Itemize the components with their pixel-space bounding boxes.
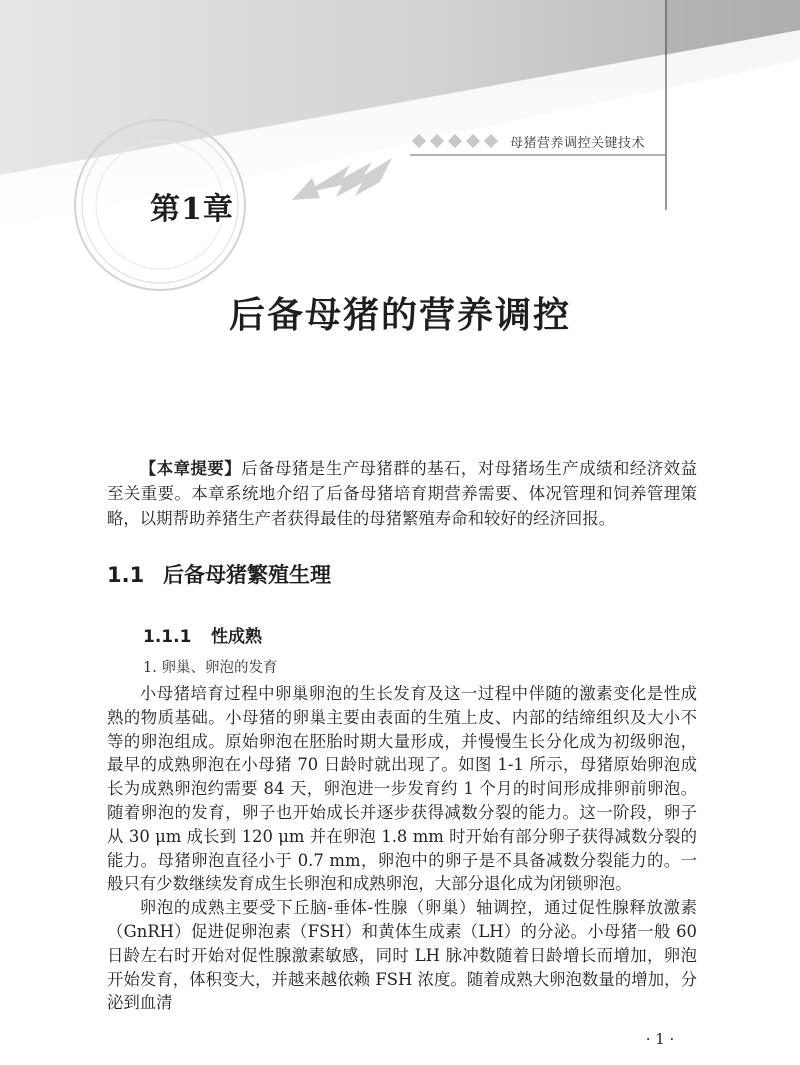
body-text	[107, 682, 697, 1015]
paragraph: 卵泡的成熟主要受下丘脑-垂体-性腺（卵巢）轴调控，通过促性腺释放激素（GnRH）促进促卵泡素（FSH）和黄体生成素（LH）的分泌。小母猪一般 60 日龄左右时开始对促性腺激素敏感，同时 LH 脉冲数随着日龄增长而增加，卵泡开始发育，体积变大，并越来越依赖 FSH 浓度。随着成熟大卵泡数量的增加，分泌到血清	[107, 898, 697, 1013]
subsection-heading	[143, 622, 262, 647]
chapter-abstract	[107, 456, 697, 531]
abstract-label: 【本章提要】	[139, 459, 242, 478]
page-number: · 1 ·	[645, 1030, 675, 1048]
subsection-number: 1.1.1	[143, 627, 192, 647]
subsection-title: 性成熟	[211, 627, 262, 647]
running-header: 母猪营养调控关键技术	[510, 136, 646, 151]
section-heading	[107, 559, 331, 589]
subsubsection-heading: 1. 卵巢、卵泡的发育	[143, 660, 278, 676]
abstract-text: 后备母猪是生产母猪群的基石，对母猪场生产成绩和经济效益至关重要。本章系统地介绍了后备母猪培育期营养需要、体况管理和饲养管理策略，以期帮助养猪生产者获得最佳的母猪繁殖寿命和较好的经济回报。	[107, 459, 698, 528]
chapter-number: 第1章	[150, 192, 234, 227]
section-title: 后备母猪繁殖生理	[163, 563, 331, 587]
paragraph: 小母猪培育过程中卵巢卵泡的生长发育及这一过程中伴随的激素变化是性成熟的物质基础。小母猪的卵巢主要由表面的生殖上皮、内部的结缔组织及大小不等的卵泡组成。原始卵泡在胚胎时期大量形成，并慢慢生长分化成为初级卵泡，最早的成熟卵泡在小母猪 70 日龄时就出现了。如图 1-1 所示，母猪原始卵泡成长为成熟卵泡约需要 84 天，卵泡进一步发育约 1 个月的时间形成排卵前卵泡。随着卵泡的发育，卵子也开始成长并逐步获得减数分裂的能力。这一阶段，卵子从 30 μm 成长到 120 μm 并在卵泡 1.8 mm 时开始有部分卵子获得减数分裂的能力。母猪卵泡直径小于 0.7 mm，卵泡中的卵子是不具备减数分裂能力的。一般只有少数继续发育成生长卵泡和成熟卵泡，大部分退化成为闭锁卵泡。	[107, 684, 697, 894]
section-number: 1.1	[107, 563, 145, 587]
chapter-title: 后备母猪的营养调控	[228, 294, 571, 336]
